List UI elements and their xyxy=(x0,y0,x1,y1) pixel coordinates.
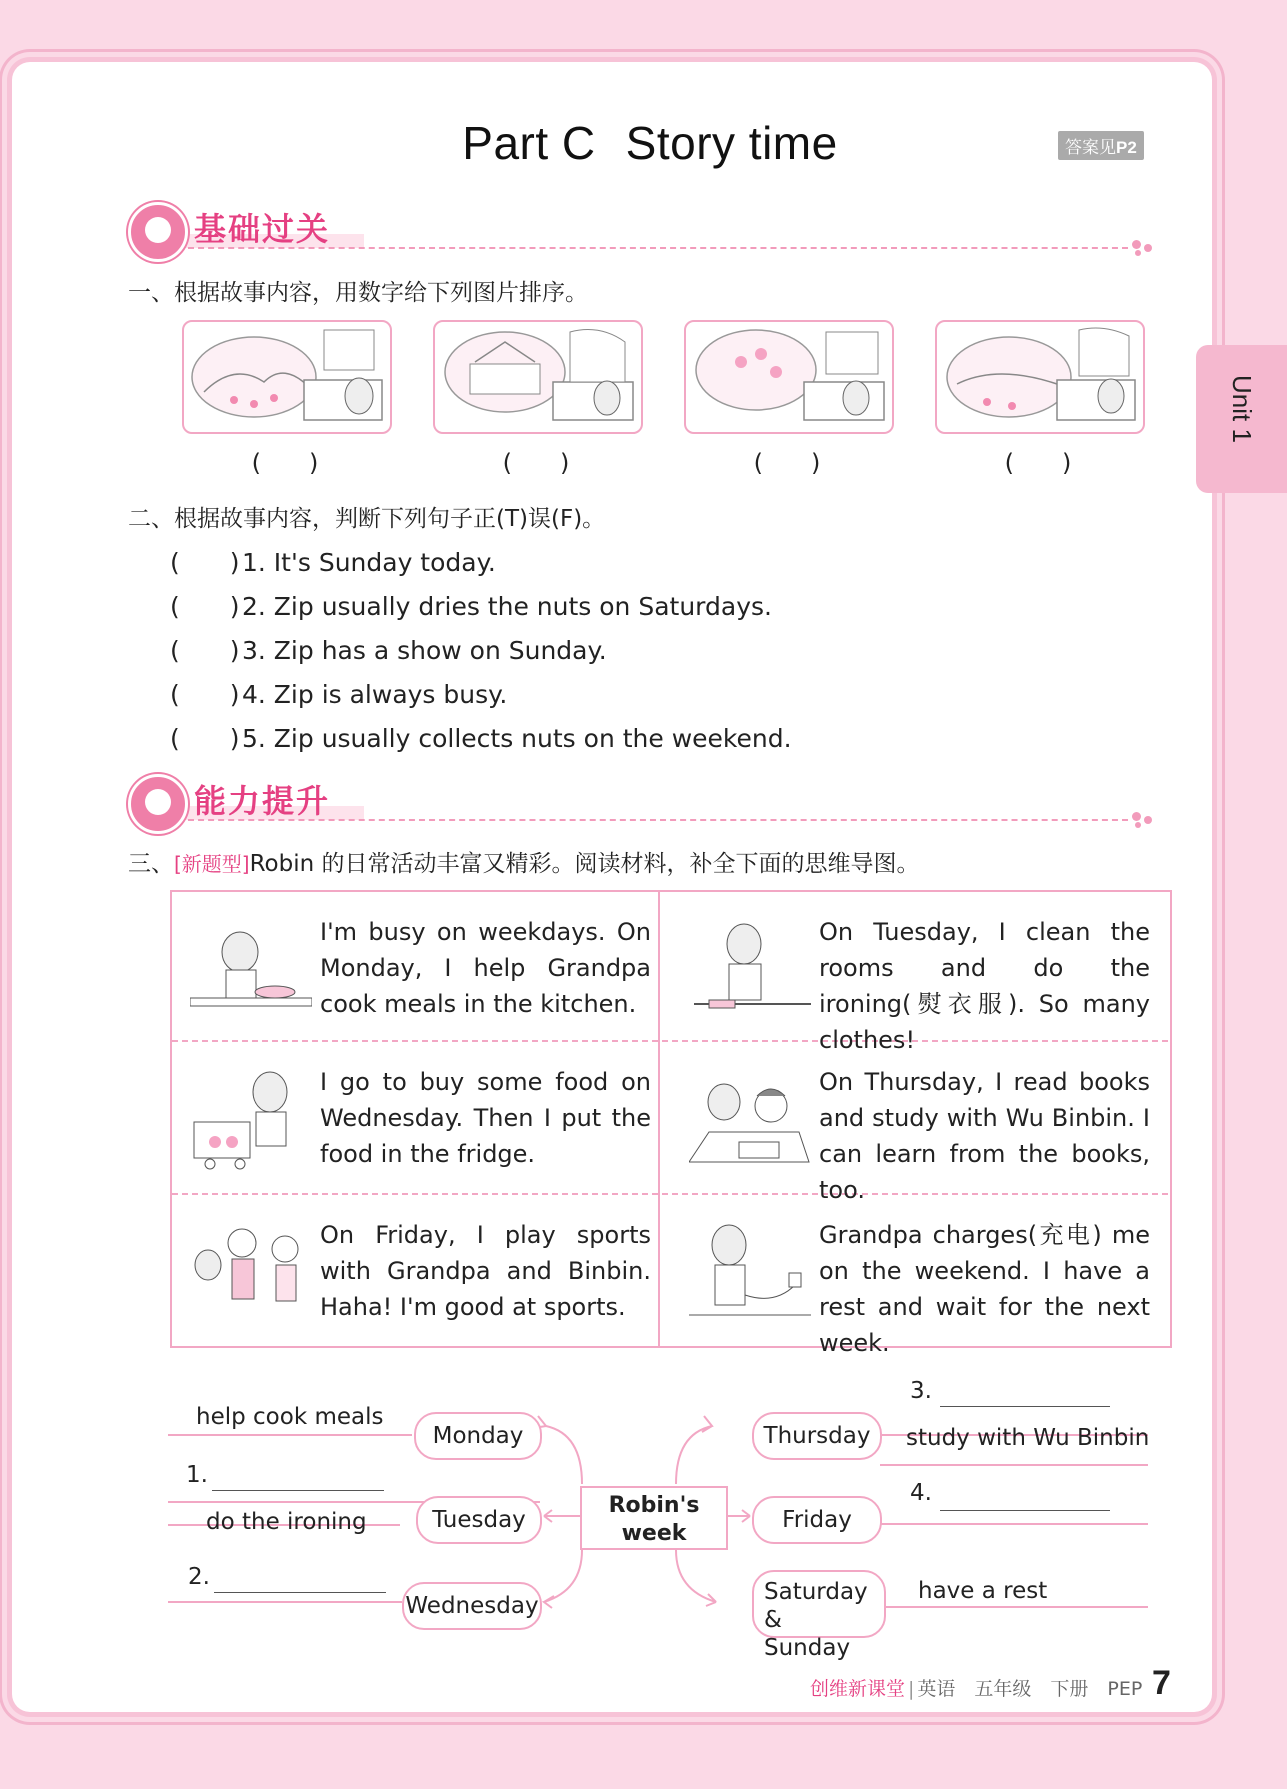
blank-4-line[interactable] xyxy=(940,1510,1110,1511)
cartoon-face-icon xyxy=(128,774,188,834)
robot-studying-illustration xyxy=(689,1062,811,1174)
tf-answer-paren[interactable]: ( ) xyxy=(170,548,240,577)
story-picture-4-illustration xyxy=(937,322,1143,432)
robot-shopping-illustration xyxy=(190,1062,312,1174)
tf-answer-paren[interactable]: ( ) xyxy=(170,636,240,665)
new-type-tag: [新题型] xyxy=(174,852,250,876)
reading-cell-wednesday xyxy=(172,1042,669,1193)
section-advanced-head xyxy=(128,772,1168,832)
day-node-tuesday: Tuesday xyxy=(416,1496,542,1544)
reading-cell-weekend xyxy=(671,1195,1168,1357)
reading-text: On Thursday, I read books and study with Wu Binbin. I can learn from the books, too. xyxy=(819,1068,1150,1204)
tf-item-1: ( )1. It's Sunday today. xyxy=(170,543,496,579)
blank-3-label: 3. xyxy=(910,1378,932,1404)
day-node-wednesday: Wednesday xyxy=(402,1582,542,1630)
reading-text: I go to buy some food on Wednesday. Then I put the food in the fridge. xyxy=(320,1068,651,1168)
day-node-monday: Monday xyxy=(414,1412,542,1460)
reading-cell-monday xyxy=(172,892,669,1043)
answer-paren-2[interactable]: ( ) xyxy=(502,449,570,477)
tf-item-2: ( )2. Zip usually dries the nuts on Saturdays. xyxy=(170,587,772,623)
family-sports-illustration xyxy=(190,1215,312,1327)
section-advanced-label: 能力提升 xyxy=(194,782,331,820)
tf-item-3: ( )3. Zip has a show on Sunday. xyxy=(170,631,607,667)
answer-paren-1[interactable]: ( ) xyxy=(251,449,319,477)
answer-paren-3[interactable]: ( ) xyxy=(753,449,821,477)
tf-item-5: ( )5. Zip usually collects nuts on the weekend. xyxy=(170,719,792,755)
reading-text: On Tuesday, I clean the rooms and do the ironing(熨衣服). So many clothes! xyxy=(819,918,1150,1054)
question-2-prompt: 二、根据故事内容，判断下列句子正(T)误(F)。 xyxy=(128,506,606,532)
footer-info: 创维新课堂 | 英语 五年级 下册 PEP xyxy=(810,1678,1143,1700)
reading-text: Grandpa charges(充电) me on the weekend. I have a rest and wait for the next week. xyxy=(819,1221,1150,1357)
story-picture-4 xyxy=(935,320,1145,434)
blank-4-label: 4. xyxy=(910,1480,932,1506)
story-picture-1-illustration xyxy=(184,322,390,432)
unit-tab: Unit 1 xyxy=(1196,345,1287,493)
question-3-prompt: 三、[新题型]Robin 的日常活动丰富又精彩。阅读材料，补全下面的思维导图。 xyxy=(128,851,920,877)
reading-text: I'm busy on weekdays. On Monday, I help Grandpa cook meals in the kitchen. xyxy=(320,918,651,1018)
robot-charging-illustration xyxy=(689,1215,811,1327)
story-picture-3-illustration xyxy=(686,322,892,432)
robot-ironing-illustration xyxy=(689,912,811,1024)
reading-text: On Friday, I play sports with Grandpa and Binbin. Haha! I'm good at sports. xyxy=(320,1221,651,1321)
reading-cell-tuesday xyxy=(671,892,1168,1054)
day-node-friday: Friday xyxy=(752,1496,882,1544)
story-picture-3 xyxy=(684,320,894,434)
page-title: Part C Story time xyxy=(462,117,838,169)
tf-answer-paren[interactable]: ( ) xyxy=(170,680,240,709)
tf-answer-paren[interactable]: ( ) xyxy=(170,724,240,753)
given-thursday-activity: study with Wu Binbin xyxy=(906,1425,1150,1451)
reading-cell-friday xyxy=(172,1195,669,1346)
blank-1-line[interactable] xyxy=(212,1490,384,1491)
cartoon-face-icon xyxy=(128,202,188,262)
answer-paren-4[interactable]: ( ) xyxy=(1004,449,1072,477)
story-picture-2-illustration xyxy=(435,322,641,432)
question-1-prompt: 一、根据故事内容，用数字给下列图片排序。 xyxy=(128,280,588,306)
section-basic-head xyxy=(128,200,1168,260)
blank-1-label: 1. xyxy=(186,1462,208,1488)
blank-3-line[interactable] xyxy=(940,1406,1110,1407)
dots-decoration-icon xyxy=(1132,240,1158,254)
story-picture-1 xyxy=(182,320,392,434)
dots-decoration-icon xyxy=(1132,812,1158,826)
day-node-weekend: Saturday & Sunday xyxy=(752,1570,886,1638)
blank-2-label: 2. xyxy=(188,1564,210,1590)
robot-cooking-illustration xyxy=(190,912,312,1024)
given-tuesday-activity: do the ironing xyxy=(206,1509,367,1535)
story-picture-2 xyxy=(433,320,643,434)
given-monday-activity: help cook meals xyxy=(196,1404,384,1430)
tf-item-4: ( )4. Zip is always busy. xyxy=(170,675,507,711)
day-node-thursday: Thursday xyxy=(752,1412,882,1460)
given-weekend-activity: have a rest xyxy=(918,1578,1048,1604)
blank-2-line[interactable] xyxy=(214,1592,386,1593)
center-node-robins-week: Robin's week xyxy=(580,1486,728,1550)
reading-cell-thursday xyxy=(671,1042,1168,1204)
answer-reference-badge: 答案见P2 xyxy=(1058,131,1144,160)
section-basic-label: 基础过关 xyxy=(194,210,331,248)
tf-answer-paren[interactable]: ( ) xyxy=(170,592,240,621)
page-number: 7 xyxy=(1152,1664,1171,1702)
